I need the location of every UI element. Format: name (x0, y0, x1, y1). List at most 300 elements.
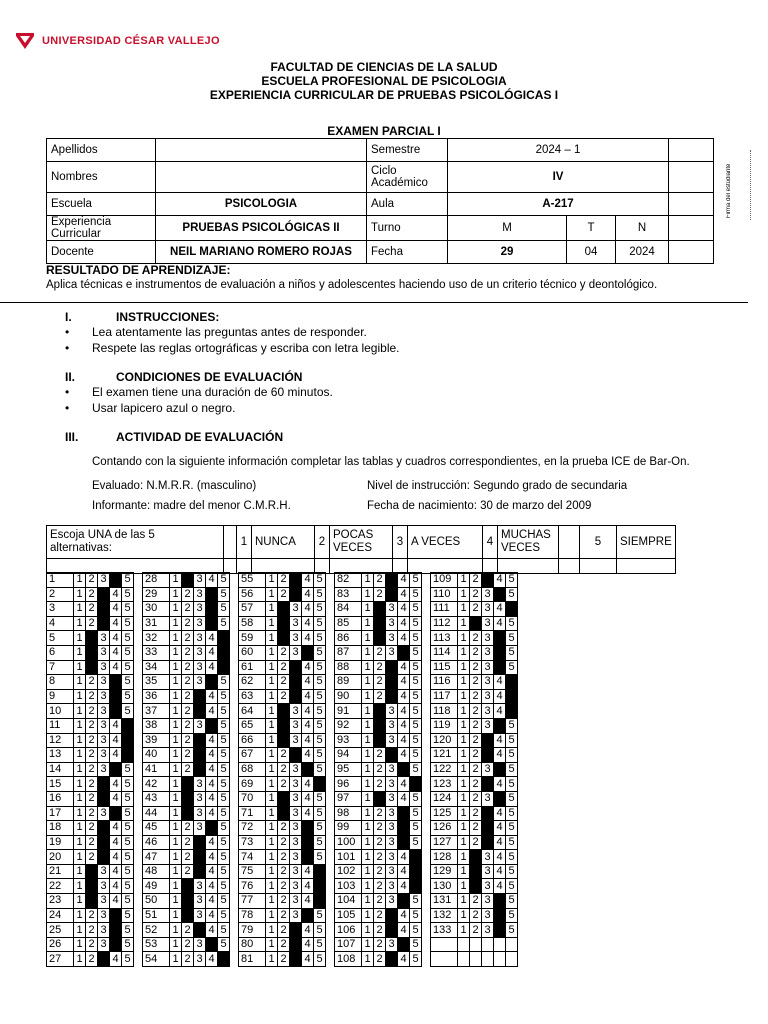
option-cell[interactable]: 3 (194, 718, 206, 733)
marked-option[interactable] (182, 908, 194, 923)
option-cell[interactable]: 3 (290, 894, 302, 909)
option-cell[interactable]: 2 (470, 602, 482, 617)
option-cell[interactable]: 5 (218, 908, 230, 923)
option-cell[interactable]: 4 (302, 689, 314, 704)
marked-option[interactable] (290, 937, 302, 952)
option-cell[interactable]: 5 (410, 660, 422, 675)
option-cell[interactable]: 5 (218, 718, 230, 733)
option-cell[interactable]: 1 (458, 587, 470, 602)
option-cell[interactable]: 1 (74, 587, 86, 602)
option-cell[interactable]: 1 (266, 864, 278, 879)
option-cell[interactable]: 3 (194, 587, 206, 602)
option-cell[interactable]: 1 (458, 777, 470, 792)
marked-option[interactable] (110, 923, 122, 938)
option-cell[interactable]: 2 (86, 762, 98, 777)
option-cell[interactable]: 2 (374, 894, 386, 909)
option-cell[interactable]: 5 (218, 879, 230, 894)
option-cell[interactable]: 3 (482, 675, 494, 690)
marked-option[interactable] (98, 835, 110, 850)
option-cell[interactable]: 1 (170, 806, 182, 821)
option-cell[interactable]: 2 (86, 821, 98, 836)
option-cell[interactable]: 1 (170, 660, 182, 675)
option-cell[interactable]: 2 (374, 821, 386, 836)
option-cell[interactable]: 5 (506, 821, 518, 836)
option-cell[interactable]: 3 (290, 806, 302, 821)
option-cell[interactable]: 4 (302, 923, 314, 938)
option-cell[interactable]: 3 (194, 660, 206, 675)
marked-option[interactable] (314, 894, 326, 909)
option-cell[interactable]: 1 (458, 894, 470, 909)
option-cell[interactable]: 4 (494, 879, 506, 894)
option-cell[interactable]: 3 (482, 879, 494, 894)
marked-option[interactable] (506, 689, 518, 704)
option-cell[interactable]: 5 (218, 587, 230, 602)
option-cell[interactable]: 2 (278, 937, 290, 952)
option-cell[interactable]: 2 (278, 835, 290, 850)
option-cell[interactable]: 1 (170, 645, 182, 660)
option-cell[interactable]: 2 (470, 894, 482, 909)
option-cell[interactable]: 5 (506, 791, 518, 806)
option-cell[interactable]: 1 (170, 791, 182, 806)
option-cell[interactable]: 1 (170, 762, 182, 777)
option-cell[interactable]: 4 (302, 704, 314, 719)
marked-option[interactable] (98, 602, 110, 617)
marked-option[interactable] (398, 821, 410, 836)
option-cell[interactable]: 1 (362, 923, 374, 938)
option-cell[interactable]: 1 (362, 894, 374, 909)
option-cell[interactable]: 3 (98, 879, 110, 894)
marked-option[interactable] (110, 704, 122, 719)
option-cell[interactable]: 1 (266, 952, 278, 967)
option-cell[interactable]: 5 (506, 631, 518, 646)
option-cell[interactable]: 3 (482, 718, 494, 733)
marked-option[interactable] (98, 587, 110, 602)
option-cell[interactable]: 1 (458, 864, 470, 879)
option-cell[interactable]: 3 (482, 645, 494, 660)
option-cell[interactable]: 3 (386, 806, 398, 821)
option-cell[interactable]: 5 (506, 806, 518, 821)
option-cell[interactable]: 1 (458, 908, 470, 923)
option-cell[interactable]: 1 (170, 704, 182, 719)
option-cell[interactable]: 1 (266, 748, 278, 763)
option-cell[interactable]: 4 (494, 777, 506, 792)
marked-option[interactable] (290, 573, 302, 588)
marked-option[interactable] (314, 864, 326, 879)
option-cell[interactable]: 1 (74, 675, 86, 690)
marked-option[interactable] (290, 587, 302, 602)
option-cell[interactable]: 1 (362, 689, 374, 704)
option-cell[interactable]: 3 (386, 762, 398, 777)
option-cell[interactable]: 1 (458, 573, 470, 588)
option-cell[interactable]: 5 (410, 631, 422, 646)
option-cell[interactable]: 1 (458, 675, 470, 690)
option-cell[interactable]: 5 (314, 631, 326, 646)
option-cell[interactable]: 2 (86, 791, 98, 806)
option-cell[interactable]: 3 (290, 908, 302, 923)
option-cell[interactable]: 1 (458, 602, 470, 617)
marked-option[interactable] (314, 777, 326, 792)
option-cell[interactable]: 4 (494, 704, 506, 719)
option-cell[interactable]: 1 (74, 718, 86, 733)
option-cell[interactable]: 1 (362, 762, 374, 777)
option-cell[interactable]: 1 (170, 733, 182, 748)
option-cell[interactable]: 5 (314, 587, 326, 602)
option-cell[interactable]: 1 (74, 908, 86, 923)
option-cell[interactable]: 1 (170, 616, 182, 631)
option-cell[interactable]: 2 (182, 937, 194, 952)
option-cell[interactable]: 5 (122, 777, 134, 792)
option-cell[interactable]: 4 (110, 587, 122, 602)
option-cell[interactable]: 5 (410, 733, 422, 748)
marked-option[interactable] (182, 777, 194, 792)
option-cell[interactable]: 5 (314, 850, 326, 865)
option-cell[interactable]: 1 (458, 923, 470, 938)
option-cell[interactable]: 3 (98, 689, 110, 704)
option-cell[interactable]: 5 (314, 660, 326, 675)
marked-option[interactable] (494, 645, 506, 660)
option-cell[interactable]: 2 (374, 923, 386, 938)
option-cell[interactable]: 4 (302, 675, 314, 690)
marked-option[interactable] (278, 631, 290, 646)
option-cell[interactable]: 1 (266, 806, 278, 821)
option-cell[interactable]: 5 (410, 616, 422, 631)
option-cell[interactable]: 2 (278, 762, 290, 777)
option-cell[interactable]: 3 (98, 908, 110, 923)
option-cell[interactable]: 3 (482, 762, 494, 777)
option-cell[interactable]: 1 (74, 879, 86, 894)
option-cell[interactable]: 2 (278, 879, 290, 894)
option-cell[interactable]: 1 (266, 850, 278, 865)
option-cell[interactable]: 5 (506, 718, 518, 733)
empty-cell[interactable] (482, 952, 494, 967)
option-cell[interactable]: 2 (278, 821, 290, 836)
option-cell[interactable]: 3 (290, 718, 302, 733)
option-cell[interactable]: 2 (278, 573, 290, 588)
option-cell[interactable]: 4 (110, 952, 122, 967)
marked-option[interactable] (86, 631, 98, 646)
option-cell[interactable]: 2 (470, 660, 482, 675)
option-cell[interactable]: 1 (458, 689, 470, 704)
marked-option[interactable] (482, 748, 494, 763)
marked-option[interactable] (302, 645, 314, 660)
option-cell[interactable]: 1 (458, 806, 470, 821)
option-cell[interactable]: 4 (206, 850, 218, 865)
option-cell[interactable]: 1 (362, 806, 374, 821)
option-cell[interactable]: 3 (194, 573, 206, 588)
option-cell[interactable]: 1 (458, 660, 470, 675)
marked-option[interactable] (386, 952, 398, 967)
option-cell[interactable]: 4 (206, 748, 218, 763)
option-cell[interactable]: 2 (470, 908, 482, 923)
option-cell[interactable]: 3 (290, 864, 302, 879)
marked-option[interactable] (506, 675, 518, 690)
option-cell[interactable]: 2 (86, 573, 98, 588)
marked-option[interactable] (278, 791, 290, 806)
marked-option[interactable] (398, 806, 410, 821)
marked-option[interactable] (194, 704, 206, 719)
option-cell[interactable]: 4 (110, 894, 122, 909)
marked-option[interactable] (374, 602, 386, 617)
option-cell[interactable]: 1 (74, 645, 86, 660)
marked-option[interactable] (110, 689, 122, 704)
option-cell[interactable]: 3 (290, 879, 302, 894)
marked-option[interactable] (302, 762, 314, 777)
option-cell[interactable]: 5 (218, 762, 230, 777)
marked-option[interactable] (194, 762, 206, 777)
option-cell[interactable]: 1 (458, 616, 470, 631)
option-cell[interactable]: 5 (218, 923, 230, 938)
option-cell[interactable]: 1 (362, 952, 374, 967)
marked-option[interactable] (206, 718, 218, 733)
option-cell[interactable]: 2 (182, 660, 194, 675)
option-cell[interactable]: 3 (386, 835, 398, 850)
option-cell[interactable]: 3 (98, 645, 110, 660)
option-cell[interactable]: 4 (206, 879, 218, 894)
option-cell[interactable]: 2 (278, 864, 290, 879)
option-cell[interactable]: 1 (458, 704, 470, 719)
option-cell[interactable]: 2 (182, 733, 194, 748)
marked-option[interactable] (194, 733, 206, 748)
option-cell[interactable]: 4 (302, 602, 314, 617)
option-cell[interactable]: 3 (482, 689, 494, 704)
option-cell[interactable]: 5 (218, 835, 230, 850)
marked-option[interactable] (122, 718, 134, 733)
option-cell[interactable]: 5 (122, 573, 134, 588)
option-cell[interactable]: 1 (362, 864, 374, 879)
option-cell[interactable]: 3 (194, 777, 206, 792)
option-cell[interactable]: 3 (98, 573, 110, 588)
nombres-field[interactable] (156, 162, 367, 193)
option-cell[interactable]: 5 (218, 850, 230, 865)
marked-option[interactable] (314, 879, 326, 894)
option-cell[interactable]: 1 (362, 660, 374, 675)
marked-option[interactable] (98, 821, 110, 836)
option-cell[interactable]: 5 (122, 937, 134, 952)
option-cell[interactable]: 1 (266, 689, 278, 704)
option-cell[interactable]: 4 (398, 923, 410, 938)
option-cell[interactable]: 3 (386, 704, 398, 719)
option-cell[interactable]: 1 (362, 704, 374, 719)
option-cell[interactable]: 3 (98, 718, 110, 733)
option-cell[interactable]: 3 (194, 602, 206, 617)
option-cell[interactable]: 4 (494, 689, 506, 704)
option-cell[interactable]: 3 (194, 937, 206, 952)
option-cell[interactable]: 4 (302, 937, 314, 952)
option-cell[interactable]: 1 (362, 821, 374, 836)
option-cell[interactable]: 5 (506, 908, 518, 923)
marked-option[interactable] (482, 821, 494, 836)
option-cell[interactable]: 2 (182, 762, 194, 777)
option-cell[interactable]: 4 (302, 660, 314, 675)
option-cell[interactable]: 1 (266, 835, 278, 850)
option-cell[interactable]: 1 (362, 602, 374, 617)
option-cell[interactable]: 1 (458, 821, 470, 836)
option-cell[interactable]: 5 (218, 733, 230, 748)
option-cell[interactable]: 1 (266, 937, 278, 952)
option-cell[interactable]: 1 (74, 631, 86, 646)
option-cell[interactable]: 3 (386, 864, 398, 879)
marked-option[interactable] (98, 791, 110, 806)
marked-option[interactable] (386, 587, 398, 602)
option-cell[interactable]: 5 (410, 718, 422, 733)
option-cell[interactable]: 3 (290, 616, 302, 631)
option-cell[interactable]: 4 (110, 631, 122, 646)
option-cell[interactable]: 2 (278, 748, 290, 763)
option-cell[interactable]: 5 (314, 675, 326, 690)
option-cell[interactable]: 1 (74, 660, 86, 675)
marked-option[interactable] (290, 748, 302, 763)
option-cell[interactable]: 2 (278, 587, 290, 602)
option-cell[interactable]: 3 (482, 908, 494, 923)
option-cell[interactable]: 1 (458, 879, 470, 894)
option-cell[interactable]: 1 (74, 602, 86, 617)
option-cell[interactable]: 5 (218, 777, 230, 792)
option-cell[interactable]: 5 (410, 908, 422, 923)
option-cell[interactable]: 5 (314, 733, 326, 748)
option-cell[interactable]: 5 (122, 908, 134, 923)
option-cell[interactable]: 1 (266, 675, 278, 690)
option-cell[interactable]: 2 (86, 689, 98, 704)
marked-option[interactable] (482, 777, 494, 792)
option-cell[interactable]: 1 (170, 835, 182, 850)
marked-option[interactable] (98, 777, 110, 792)
option-cell[interactable]: 2 (182, 602, 194, 617)
option-cell[interactable]: 5 (410, 835, 422, 850)
marked-option[interactable] (386, 573, 398, 588)
marked-option[interactable] (206, 602, 218, 617)
option-cell[interactable]: 3 (482, 864, 494, 879)
option-cell[interactable]: 4 (110, 791, 122, 806)
option-cell[interactable]: 4 (302, 952, 314, 967)
option-cell[interactable]: 4 (494, 850, 506, 865)
empty-cell[interactable] (506, 937, 518, 952)
marked-option[interactable] (494, 762, 506, 777)
option-cell[interactable]: 2 (374, 879, 386, 894)
option-cell[interactable]: 1 (458, 850, 470, 865)
option-cell[interactable]: 2 (182, 748, 194, 763)
option-cell[interactable]: 1 (74, 923, 86, 938)
option-cell[interactable]: 5 (314, 616, 326, 631)
option-cell[interactable]: 4 (494, 602, 506, 617)
option-cell[interactable]: 4 (398, 777, 410, 792)
option-cell[interactable]: 4 (206, 894, 218, 909)
option-cell[interactable]: 1 (362, 573, 374, 588)
option-cell[interactable]: 5 (218, 704, 230, 719)
marked-option[interactable] (470, 850, 482, 865)
option-cell[interactable]: 3 (98, 937, 110, 952)
option-cell[interactable]: 5 (506, 850, 518, 865)
option-cell[interactable]: 3 (194, 791, 206, 806)
empty-cell[interactable] (470, 937, 482, 952)
marked-option[interactable] (206, 616, 218, 631)
option-cell[interactable]: 5 (122, 821, 134, 836)
marked-option[interactable] (302, 908, 314, 923)
option-cell[interactable]: 2 (86, 748, 98, 763)
option-cell[interactable]: 4 (398, 733, 410, 748)
option-cell[interactable]: 2 (470, 704, 482, 719)
option-cell[interactable]: 1 (170, 908, 182, 923)
option-cell[interactable]: 2 (278, 908, 290, 923)
option-cell[interactable]: 3 (194, 616, 206, 631)
option-cell[interactable]: 1 (458, 791, 470, 806)
option-cell[interactable]: 2 (374, 777, 386, 792)
option-cell[interactable]: 1 (170, 718, 182, 733)
marked-option[interactable] (482, 733, 494, 748)
option-cell[interactable]: 4 (110, 777, 122, 792)
option-cell[interactable]: 4 (302, 748, 314, 763)
option-cell[interactable]: 3 (290, 704, 302, 719)
option-cell[interactable]: 1 (170, 748, 182, 763)
option-cell[interactable]: 4 (398, 631, 410, 646)
empty-cell[interactable] (494, 952, 506, 967)
option-cell[interactable]: 2 (86, 587, 98, 602)
option-cell[interactable]: 5 (506, 894, 518, 909)
option-cell[interactable]: 2 (182, 952, 194, 967)
option-cell[interactable]: 1 (170, 864, 182, 879)
option-cell[interactable]: 1 (266, 645, 278, 660)
option-cell[interactable]: 1 (74, 777, 86, 792)
option-cell[interactable]: 4 (302, 894, 314, 909)
option-cell[interactable]: 4 (398, 573, 410, 588)
option-cell[interactable]: 1 (74, 864, 86, 879)
option-cell[interactable]: 4 (398, 879, 410, 894)
option-cell[interactable]: 2 (86, 952, 98, 967)
option-cell[interactable]: 3 (194, 908, 206, 923)
option-cell[interactable]: 1 (362, 748, 374, 763)
option-cell[interactable]: 1 (362, 631, 374, 646)
option-cell[interactable]: 2 (470, 835, 482, 850)
option-cell[interactable]: 2 (86, 908, 98, 923)
marked-option[interactable] (302, 850, 314, 865)
marked-option[interactable] (410, 864, 422, 879)
marked-option[interactable] (110, 762, 122, 777)
option-cell[interactable]: 5 (506, 835, 518, 850)
option-cell[interactable]: 1 (362, 616, 374, 631)
marked-option[interactable] (494, 660, 506, 675)
option-cell[interactable]: 5 (314, 952, 326, 967)
option-cell[interactable]: 5 (506, 748, 518, 763)
marked-option[interactable] (194, 864, 206, 879)
marked-option[interactable] (398, 762, 410, 777)
option-cell[interactable]: 1 (266, 923, 278, 938)
option-cell[interactable]: 5 (122, 835, 134, 850)
option-cell[interactable]: 4 (110, 602, 122, 617)
option-cell[interactable]: 2 (470, 762, 482, 777)
option-cell[interactable]: 1 (458, 718, 470, 733)
option-cell[interactable]: 4 (302, 733, 314, 748)
marked-option[interactable] (98, 616, 110, 631)
marked-option[interactable] (278, 602, 290, 617)
option-cell[interactable]: 5 (218, 821, 230, 836)
option-cell[interactable]: 4 (398, 660, 410, 675)
option-cell[interactable]: 2 (182, 864, 194, 879)
option-cell[interactable]: 5 (314, 704, 326, 719)
empty-cell[interactable] (494, 937, 506, 952)
option-cell[interactable]: 5 (314, 835, 326, 850)
marked-option[interactable] (218, 645, 230, 660)
marked-option[interactable] (506, 602, 518, 617)
option-cell[interactable]: 1 (362, 879, 374, 894)
option-cell[interactable]: 2 (470, 806, 482, 821)
marked-option[interactable] (494, 631, 506, 646)
option-cell[interactable]: 5 (122, 689, 134, 704)
option-cell[interactable]: 1 (74, 762, 86, 777)
option-cell[interactable]: 5 (314, 821, 326, 836)
option-cell[interactable]: 5 (122, 864, 134, 879)
option-cell[interactable]: 2 (182, 587, 194, 602)
option-cell[interactable]: 3 (290, 762, 302, 777)
option-cell[interactable]: 2 (374, 587, 386, 602)
